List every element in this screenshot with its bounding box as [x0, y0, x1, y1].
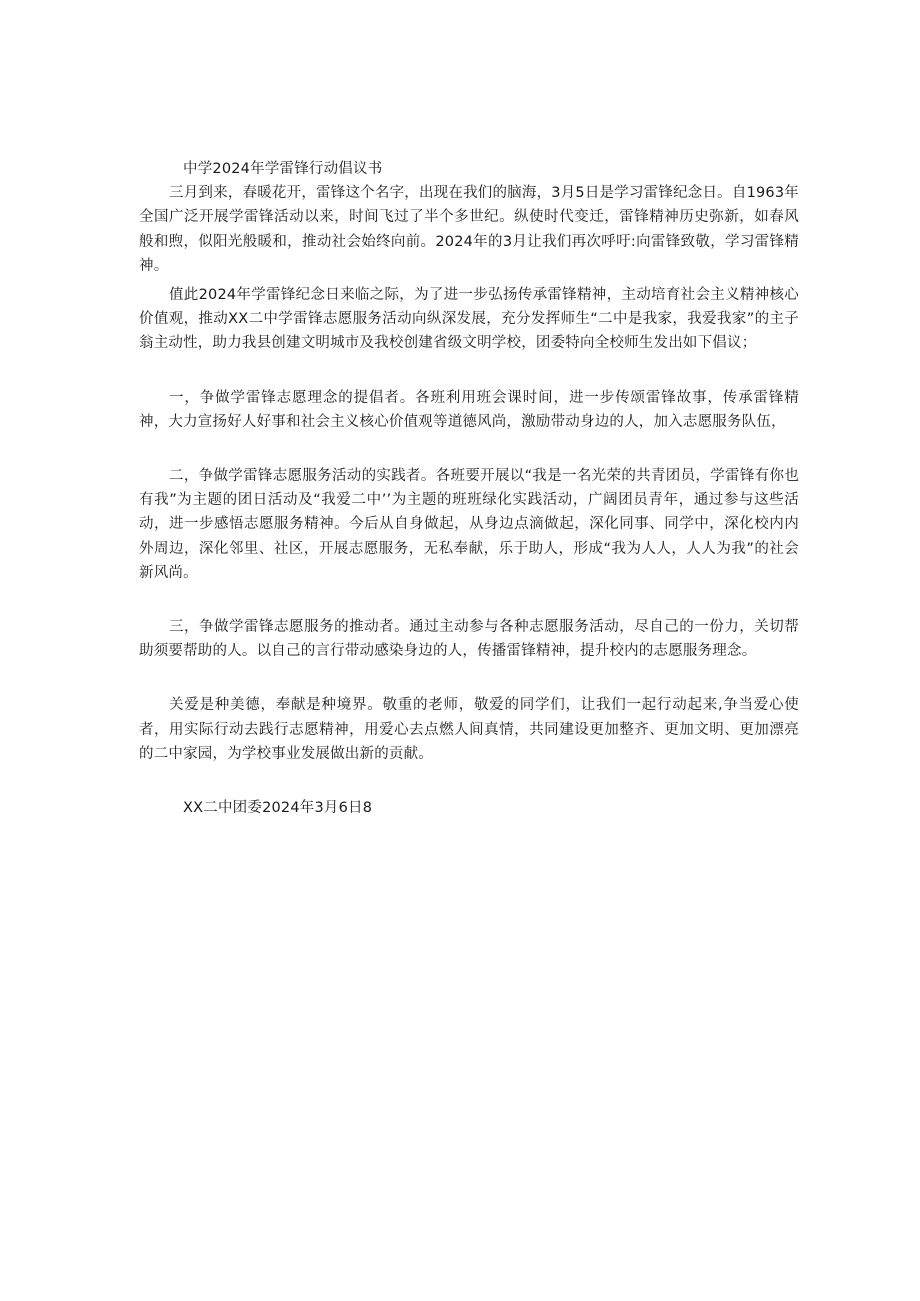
document-page [139, 157, 799, 820]
paragraph-closing: 关爱是种美德，奉献是种境界。敬重的老师，敬爱的同学们，让我们一起行动起来,争当爱心使者，用实际行动去践行志愿精神，用爱心去点燃人间真情，共同建设更加整齐、更加文明、更加漂亮的二中家园，为学校事业发展做出新的贡献。 [139, 697, 799, 762]
paragraph-intro: 三月到来，春暖花开，雷锋这个名字，出现在我们的脑海，3月5日是学习雷锋纪念日。自1963年全国广泛开展学雷锋活动以来，时间飞过了半个多世纪。纵使时代变迁，雷锋精神历史弥新，如春风般和煦，似阳光般暖和，推动社会始终向前。2024年的3月让我们再次呼吁:向雷锋致敬，学习雷锋精神。 [139, 185, 799, 274]
paragraph-proposal-3: 三，争做学雷锋志愿服务的推动者。通过主动参与各种志愿服务活动，尽自己的一份力，关切帮助须要帮助的人。以自己的言行带动感染身边的人，传播雷锋精神，提升校内的志愿服务理念。 [139, 619, 799, 660]
paragraph-proposal-2: 二，争做学雷锋志愿服务活动的实践者。各班要开展以“我是一名光荣的共青团员，学雷锋有你也有我”为主题的团日活动及“我爱二中’’为主题的班班绿化实践活动，广阔团员青年，通过参与这些活动，进一步感悟志愿服务精神。今后从自身做起，从身边点滴做起，深化同事、同学中，深化校内内外周边，深化邻里、社区，开展志愿服务，无私奉献，乐于助人，形成“我为人人，人人为我”的社会新风尚。 [139, 468, 799, 581]
paragraph-proposal-1: 一，争做学雷锋志愿理念的提倡者。各班利用班会课时间，进一步传颂雷锋故事，传承雷锋精神，大力宣扬好人好事和社会主义核心价值观等道德风尚，激励带动身边的人，加入志愿服务队伍， [139, 389, 799, 430]
signature-line: XX二中团委2024年3月6日8 [183, 800, 373, 817]
paragraph-occasion: 值此2024年学雷锋纪念日来临之际，为了进一步弘扬传承雷锋精神，主动培育社会主义精神核心价值观，推动XX二中学雷锋志愿服务活动向纵深发展，充分发挥师生“二中是我家，我爱我家”的主子翁主动性，助力我县创建文明城市及我校创建省级文明学校，团委特向全校师生发出如下倡议； [139, 287, 799, 352]
document-title: 中学2024年学雷锋行动倡议书 [183, 161, 383, 177]
